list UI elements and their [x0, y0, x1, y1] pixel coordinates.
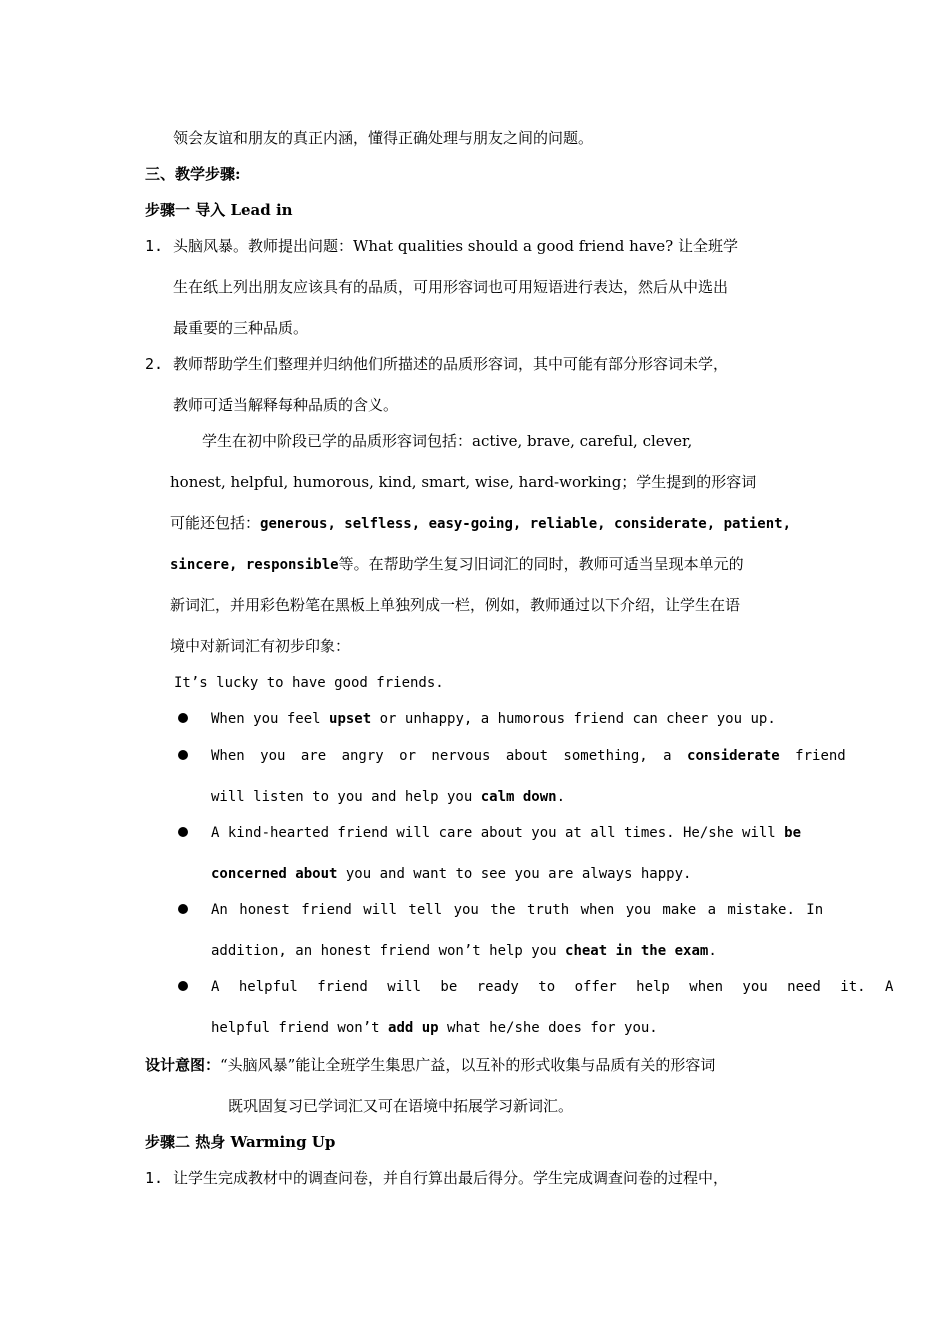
bold-term-run: upset	[329, 711, 372, 727]
paragraph-line: 领会友谊和朋友的真正内涵，懂得正确处理与朋友之间的问题。	[173, 129, 594, 147]
paragraph-line: honest, helpful, humorous, kind, smart, wise, hard-working；学生提到的形容词	[170, 473, 757, 491]
bold-term-run: add up	[388, 1020, 439, 1036]
step-heading: 步骤一 导入 Lead in	[145, 201, 293, 219]
bullet-dot-icon	[178, 981, 188, 991]
design-intent-line	[145, 1055, 810, 1075]
text-run: friend	[779, 748, 846, 764]
step-heading: 步骤二 热身 Warming Up	[145, 1133, 336, 1151]
text-run: When you are angry or nervous about something, a	[211, 748, 688, 764]
bullet-item	[211, 823, 806, 843]
paragraph-line: 境中对新词汇有初步印象：	[170, 637, 351, 655]
text-run: .	[708, 943, 717, 959]
design-intent-continuation: 既巩固复习已学词汇又可在语境中拓展学习新词汇。	[228, 1097, 574, 1115]
list-number: 1.	[145, 1169, 164, 1187]
bullet-dot-icon	[178, 750, 188, 760]
text-run: .	[556, 789, 566, 805]
text-run: helpful friend won’t	[211, 1020, 389, 1036]
paragraph-line: 最重要的三种品质。	[173, 319, 309, 337]
text-run: A kind-hearted friend will care about you at all times. He/she will	[211, 825, 785, 841]
paragraph-line: 学生在初中阶段已学的品质形容词包括：active, brave, careful, clever,	[202, 432, 693, 450]
paragraph-line	[170, 513, 806, 534]
text-run: addition, an honest friend won’t help you	[211, 943, 566, 959]
bold-term-run: sincere, responsible	[170, 557, 339, 573]
paragraph-line	[170, 554, 806, 575]
design-intent-label: 设计意图：	[145, 1056, 221, 1074]
bold-term-run: concerned about	[211, 866, 338, 882]
list-number: 1.	[145, 237, 164, 255]
bullet-item-continuation	[211, 864, 806, 884]
section-heading: 三、教学步骤:	[145, 165, 241, 183]
bullet-dot-icon	[178, 827, 188, 837]
text-run: When you feel	[211, 711, 330, 727]
bold-term-run: cheat in the exam	[565, 943, 709, 959]
bullet-item: A helpful friend will be ready to offer help when you need it. A	[211, 979, 894, 995]
bullet-dot-icon	[178, 713, 188, 723]
bullet-item	[211, 709, 806, 729]
bullet-item-continuation	[211, 1018, 806, 1038]
bold-term-run: generous, selfless, easy-going, reliable, considerate, patient,	[260, 516, 792, 532]
bold-term-run: considerate	[687, 748, 780, 764]
paragraph-line: 生在纸上列出朋友应该具有的品质，可用形容词也可用短语进行表达，然后从中选出	[173, 278, 729, 296]
text-run: you and want to see you are always happy.	[337, 866, 692, 882]
bullet-item-continuation	[211, 941, 806, 961]
text-run: 可能还包括：	[170, 514, 261, 532]
bullet-item-continuation	[211, 787, 806, 807]
paragraph-line: 新词汇，并用彩色粉笔在黑板上单独列成一栏，例如，教师通过以下介绍，让学生在语	[170, 596, 741, 614]
bullet-item: An honest friend will tell you the truth when you make a mistake. In	[211, 902, 824, 918]
example-sentence: It’s lucky to have good friends.	[174, 675, 444, 691]
text-run: what he/she does for you.	[438, 1020, 658, 1036]
paragraph-line: 让学生完成教材中的调查问卷，并自行算出最后得分。学生完成调查问卷的过程中，	[173, 1169, 729, 1187]
bullet-dot-icon	[178, 904, 188, 914]
list-number: 2.	[145, 355, 164, 373]
paragraph-line: 头脑风暴。教师提出问题：What qualities should a good friend have? 让全班学	[173, 237, 738, 255]
text-run: will listen to you and help you	[211, 789, 481, 805]
paragraph-line: 教师可适当解释每种品质的含义。	[173, 396, 399, 414]
bold-term-run: be	[784, 825, 802, 841]
bullet-item	[211, 746, 846, 766]
bold-term-run: calm down	[480, 789, 557, 805]
text-run: “头脑风暴”能让全班学生集思广益，以互补的形式收集与品质有关的形容词	[220, 1056, 716, 1074]
text-run: or unhappy, a humorous friend can cheer you up.	[371, 711, 776, 727]
text-run: 等。在帮助学生复习旧词汇的同时，教师可适当呈现本单元的	[338, 555, 744, 573]
paragraph-line: 教师帮助学生们整理并归纳他们所描述的品质形容词，其中可能有部分形容词未学，	[173, 355, 729, 373]
